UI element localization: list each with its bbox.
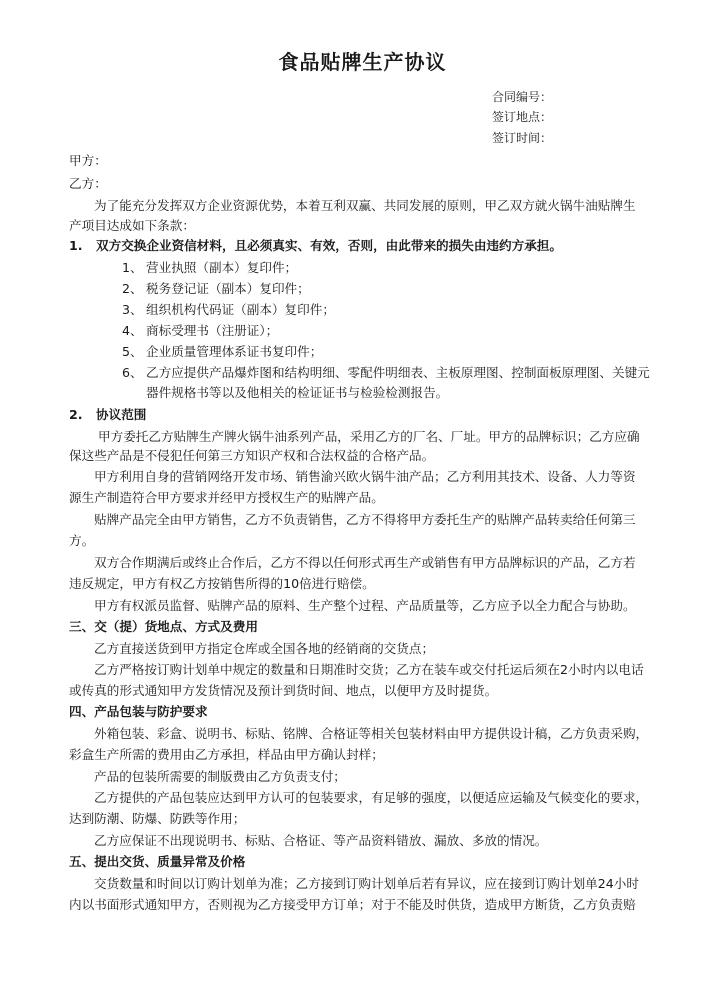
section-2-number: 2. xyxy=(69,407,83,422)
signing-place-label: 签订地点： xyxy=(492,110,553,124)
document-title: 食品贴牌生产协议 xyxy=(278,50,447,74)
paragraph-line: 达到防潮、防爆、防跌等作用； xyxy=(69,811,246,826)
paragraph-line: 源生产制造符合甲方要求并经甲方授权生产的贴牌产品。 xyxy=(69,490,384,505)
party-b-label: 乙方： xyxy=(69,176,107,191)
paragraph-line: 产品的包装所需要的制版费由乙方负责支付； xyxy=(94,769,346,784)
list-item: 营业执照（副本）复印件； xyxy=(146,260,298,275)
paragraph-line: 乙方严格按订购计划单中规定的数量和日期准时交货；乙方在装车或交付托运后须在2小时内以电话 xyxy=(94,662,644,677)
paragraph-line: 方。 xyxy=(69,533,95,548)
list-item-number: 1、 xyxy=(122,260,143,275)
list-item: 企业质量管理体系证书复印件； xyxy=(146,344,323,359)
list-item-number: 3、 xyxy=(122,302,143,317)
paragraph-line: 内以书面形式通知甲方，否则视为乙方接受甲方订单；对于不能及时供货，造成甲方断货，乙方负责赔 xyxy=(69,897,636,912)
section-4-title: 四、产品包装与防护要求 xyxy=(69,704,208,719)
list-item-number: 2、 xyxy=(122,281,143,296)
paragraph-line: 甲方委托乙方贴牌生产牌火锅牛油系列产品，采用乙方的厂名、厂址。甲方的品牌标识；乙方应确 xyxy=(98,429,640,444)
intro-line-2: 产项目达成如下条款： xyxy=(69,218,195,233)
list-item-number: 4、 xyxy=(122,323,143,338)
paragraph-line: 违反规定，甲方有权乙方按销售所得的10倍进行赔偿。 xyxy=(69,576,375,591)
paragraph-line: 乙方直接送货到甲方指定仓库或全国各地的经销商的交货点； xyxy=(94,641,435,656)
section-2-title: 协议范围 xyxy=(96,407,147,422)
paragraph-line: 贴牌产品完全由甲方销售，乙方不负责销售，乙方不得将甲方委托生产的贴牌产品转卖给任何第三 xyxy=(94,512,636,527)
list-item: 乙方应提供产品爆炸图和结构明细、零配件明细表、主板原理图、控制面板原理图、关键元 xyxy=(146,365,650,380)
section-1-number: 1. xyxy=(69,238,83,253)
paragraph-line: 乙方应保证不出现说明书、标贴、合格证、等产品资料错放、漏放、多放的情况。 xyxy=(94,833,548,848)
section-5-title: 五、提出交货、质量异常及价格 xyxy=(69,854,246,869)
intro-line-1: 为了能充分发挥双方企业资源优势，本着互利双赢、共同发展的原则，甲乙双方就火锅牛油贴牌生 xyxy=(94,198,636,213)
list-item-number: 6、 xyxy=(122,365,143,380)
list-item-continuation: 器件规格书等以及他相关的检证证书与检验检测报告。 xyxy=(146,385,449,400)
list-item: 组织机构代码证（副本）复印件； xyxy=(146,302,335,317)
list-item: 商标受理书（注册证）； xyxy=(146,323,279,338)
party-a-label: 甲方： xyxy=(69,153,107,168)
paragraph-line: 保这些产品是不侵犯任何第三方知识产权和合法权益的合格产品。 xyxy=(69,448,435,463)
paragraph-line: 双方合作期满后或终止合作后，乙方不得以任何形式再生产或销售有甲方品牌标识的产品，乙方若 xyxy=(94,555,636,570)
paragraph-line: 甲方有权派员监督、贴牌产品的原料、生产整个过程、产品质量等，乙方应予以全力配合与协助。 xyxy=(94,598,636,613)
paragraph-line: 或传真的形式通知甲方发货情况及预计到货时间、地点，以便甲方及时提货。 xyxy=(69,683,498,698)
paragraph-line: 外箱包装、彩盒、说明书、标贴、铭牌、合格证等相关包装材料由甲方提供设计稿，乙方负责采购， xyxy=(94,726,649,741)
signing-date-label: 签订时间： xyxy=(492,131,553,145)
paragraph-line: 乙方提供的产品包装应达到甲方认可的包装要求，有足够的强度，以便适应运输及气候变化的要求， xyxy=(94,790,649,805)
paragraph-line: 交货数量和时间以订购计划单为准；乙方接到订购计划单后若有异议，应在接到订购计划单24小时 xyxy=(94,876,639,891)
section-3-title: 三、交（提）货地点、方式及费用 xyxy=(69,619,258,634)
paragraph-line: 彩盒生产所需的费用由乙方承担，样品由甲方确认封样； xyxy=(69,747,384,762)
paragraph-line: 甲方利用自身的营销网络开发市场、销售渝兴欧火锅牛油产品；乙方利用其技术、设备、人力等资 xyxy=(94,469,636,484)
section-1-title: 双方交换企业资信材料，且必须真实、有效，否则，由此带来的损失由违约方承担。 xyxy=(96,238,562,253)
list-item-number: 5、 xyxy=(122,344,143,359)
contract-number-label: 合同编号： xyxy=(492,90,553,104)
list-item: 税务登记证（副本）复印件； xyxy=(146,281,310,296)
